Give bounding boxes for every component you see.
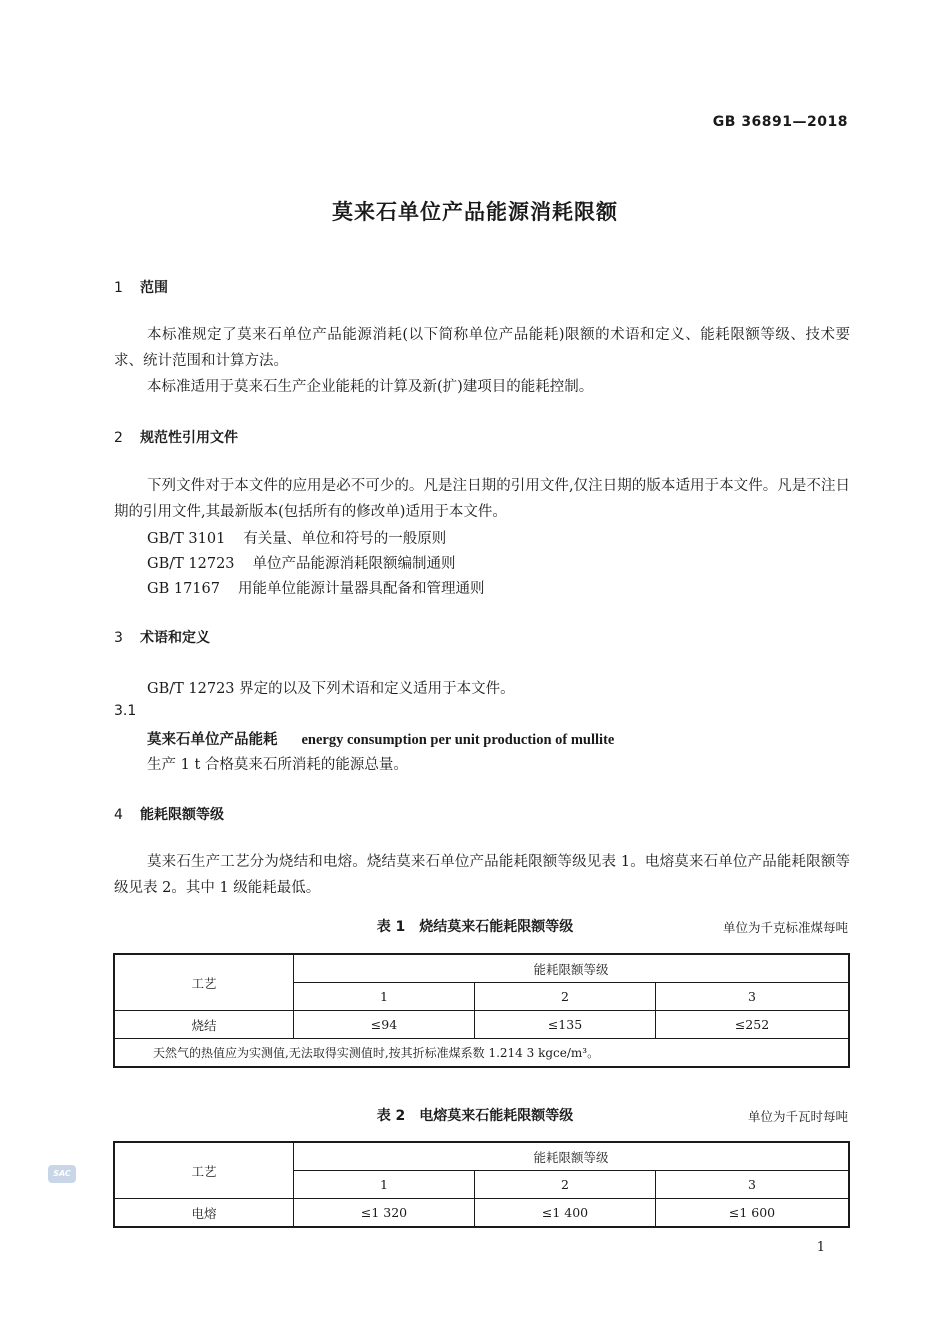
section-title: 能耗限额等级 [140, 807, 224, 823]
header-grade: 3 [656, 983, 850, 1011]
reference-code: GB 17167 [147, 581, 220, 597]
section-title: 范围 [140, 280, 168, 296]
cell-value: ≤135 [475, 1011, 656, 1039]
reference-code: GB/T 3101 [147, 531, 226, 547]
section-3-intro: GB/T 12723 界定的以及下列术语和定义适用于本文件。 [147, 681, 515, 697]
section-1-body [114, 322, 850, 400]
reference-item [147, 577, 484, 598]
reference-item [147, 552, 456, 573]
table-row [114, 1011, 849, 1039]
cell-process: 烧结 [114, 1011, 294, 1039]
section-number: 3 [114, 630, 123, 646]
table-note: 天然气的热值应为实测值,无法取得实测值时,按其折标准煤系数 1.214 3 kgce/m³。 [114, 1039, 849, 1068]
header-grade-group: 能耗限额等级 [294, 1142, 850, 1171]
table-row [114, 1199, 849, 1228]
term-chinese: 莫来石单位产品能耗 [147, 732, 278, 748]
table-1-unit: 单位为千克标准煤每吨 [722, 920, 848, 935]
table-2 [113, 1141, 850, 1228]
reference-title: 有关量、单位和符号的一般原则 [243, 531, 447, 547]
term-entry [147, 728, 614, 749]
section-title: 规范性引用文件 [140, 430, 238, 446]
cell-value: ≤1 320 [294, 1199, 475, 1228]
section-number: 4 [114, 807, 123, 823]
subsection-number: 3.1 [114, 703, 137, 719]
reference-title: 单位产品能源消耗限额编制通则 [252, 556, 456, 572]
term-definition: 生产 1 t 合格莫来石所消耗的能源总量。 [147, 757, 408, 773]
paragraph: 莫来石生产工艺分为烧结和电熔。烧结莫来石单位产品能耗限额等级见表 1。电熔莫来石单位产品能耗限额等级见表 2。其中 1 级能耗最低。 [114, 854, 850, 896]
reference-title: 用能单位能源计量器具配备和管理通则 [237, 581, 485, 597]
header-grade: 3 [656, 1171, 850, 1199]
table-2-title: 表 2 电熔莫来石能耗限额等级 [376, 1108, 574, 1124]
header-process: 工艺 [114, 954, 294, 1011]
section-title: 术语和定义 [140, 630, 210, 646]
cell-value: ≤94 [294, 1011, 475, 1039]
paragraph: 本标准规定了莫来石单位产品能源消耗(以下简称单位产品能耗)限额的术语和定义、能耗限额等级、技术要求、统计范围和计算方法。 [114, 327, 850, 369]
standard-code: GB 36891—2018 [712, 114, 848, 130]
header-grade-group: 能耗限额等级 [294, 954, 850, 983]
page-number: 1 [816, 1240, 825, 1255]
publisher-logo-icon: SAC [48, 1165, 76, 1183]
section-4-body [114, 849, 850, 901]
section-2-body [114, 473, 850, 525]
header-process: 工艺 [114, 1142, 294, 1199]
document-title: 莫来石单位产品能源消耗限额 [332, 200, 618, 224]
section-4-heading [114, 804, 224, 824]
cell-process: 电熔 [114, 1199, 294, 1228]
section-number: 1 [114, 280, 123, 296]
section-2-heading [114, 427, 238, 447]
section-1-heading [114, 277, 168, 297]
paragraph: 下列文件对于本文件的应用是必不可少的。凡是注日期的引用文件,仅注日期的版本适用于本文件。凡是不注日期的引用文件,其最新版本(包括所有的修改单)适用于本文件。 [114, 478, 850, 520]
section-3-heading [114, 627, 210, 647]
table-1-title: 表 1 烧结莫来石能耗限额等级 [376, 919, 574, 935]
reference-code: GB/T 12723 [147, 556, 235, 572]
term-english: energy consumption per unit production of mullite [301, 732, 615, 748]
table-1 [113, 953, 850, 1068]
table-2-unit: 单位为千瓦时每吨 [747, 1109, 848, 1124]
reference-item [147, 527, 446, 548]
header-grade: 2 [475, 1171, 656, 1199]
header-grade: 1 [294, 1171, 475, 1199]
header-grade: 1 [294, 983, 475, 1011]
cell-value: ≤252 [656, 1011, 850, 1039]
cell-value: ≤1 600 [656, 1199, 850, 1228]
section-number: 2 [114, 430, 123, 446]
header-grade: 2 [475, 983, 656, 1011]
cell-value: ≤1 400 [475, 1199, 656, 1228]
paragraph: 本标准适用于莫来石生产企业能耗的计算及新(扩)建项目的能耗控制。 [147, 379, 594, 395]
